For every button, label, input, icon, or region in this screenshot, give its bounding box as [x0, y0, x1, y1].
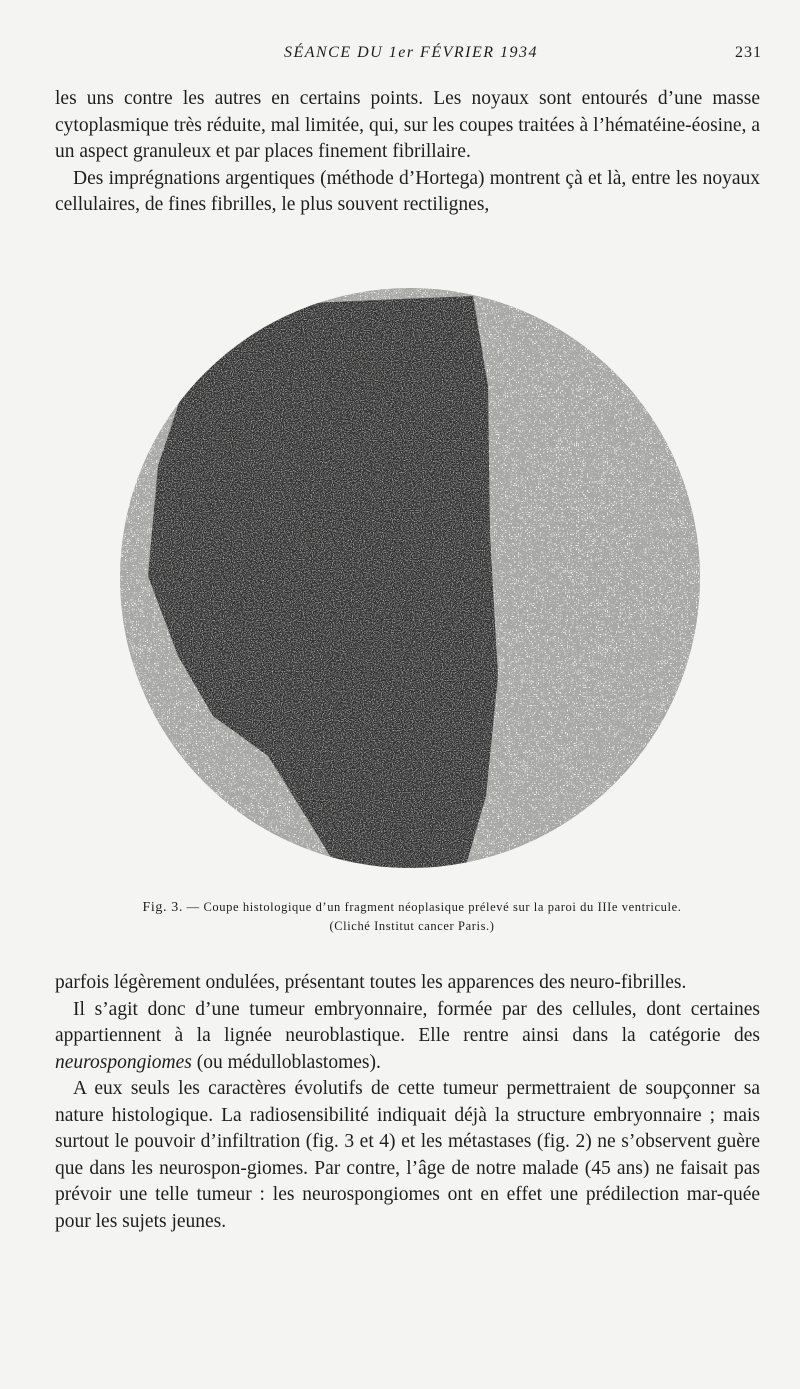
micrograph-image: [118, 276, 704, 886]
paragraph-text: (ou médulloblastomes).: [196, 1051, 381, 1073]
body-text-bottom: [55, 970, 760, 1235]
paragraph: A eux seuls les caractères évolutifs de cette tumeur permettraient de soupçonner sa nature histologique. La radiosensibilité indiquait déjà la structure embryonnaire ; mais surtout le pouvoir d’infiltration (fig. 3 et 4) et les métastases (fig. 2) ne s’observent guère que dans les neurospon-giomes. Par contre, l’âge de notre malade (45 ans) ne faisait pas prévoir une telle tumeur : les neurospongiomes ont en effet une prédilection mar-quée pour les sujets jeunes.: [55, 1078, 760, 1232]
italic-term: neurospongiomes: [55, 1051, 192, 1073]
figure-caption: [72, 898, 752, 935]
running-head: SÉANCE DU 1er FÉVRIER 1934: [283, 44, 539, 61]
page-number: 231: [735, 44, 762, 61]
paragraph: parfois légèrement ondulées, présentant toutes les apparences des neuro-fibrilles.: [55, 972, 687, 993]
caption-line-1: — Coupe histologique d’un fragment néoplasique prélevé sur la paroi du IIIe ventricule.: [186, 900, 682, 914]
caption-line-2: (Cliché Institut cancer Paris.): [329, 919, 495, 933]
body-text-top: [55, 86, 760, 219]
paragraph: [55, 997, 760, 1077]
paragraph-text: Il s’agit donc d’une tumeur embryonnaire, formée par des cellules, dont certaines appartiennent à la lignée neuroblastique. Elle rentre ainsi dans la catégorie des: [55, 998, 760, 1046]
paragraph: les uns contre les autres en certains points. Les noyaux sont entourés d’une masse cytoplasmique très réduite, mal limitée, qui, sur les coupes traitées à l’hématéine-éosine, a un aspect granuleux et par places finement fibrillaire.: [55, 88, 760, 162]
page-header: [60, 44, 762, 70]
histology-figure: [118, 276, 704, 886]
paragraph: Des imprégnations argentiques (méthode d’Hortega) montrent çà et là, entre les noyaux cellulaires, de fines fibrilles, le plus souvent rectilignes,: [55, 167, 760, 215]
figure-label: Fig. 3.: [142, 900, 183, 915]
